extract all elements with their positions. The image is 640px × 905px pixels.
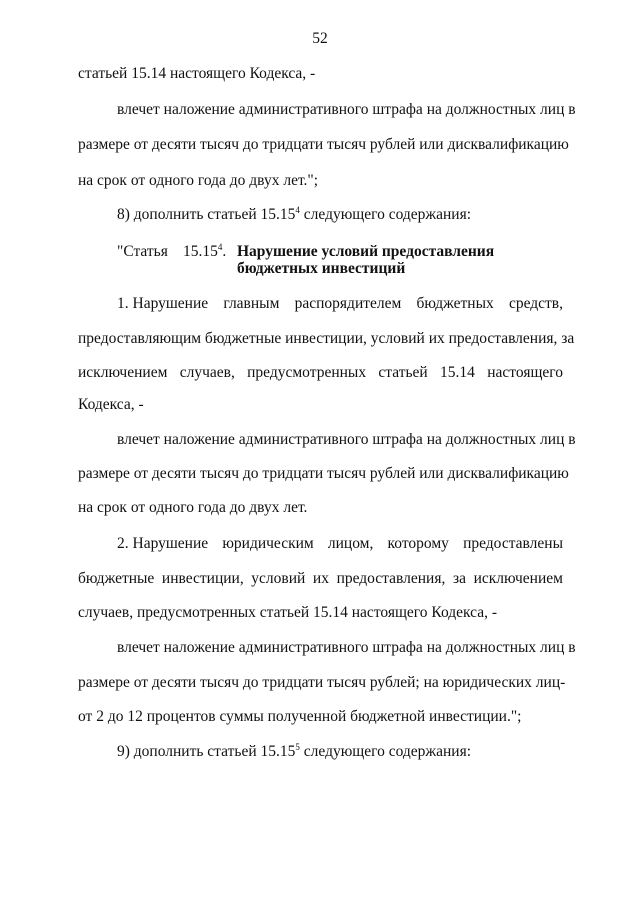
- word: распорядителем: [294, 295, 402, 312]
- word: которому: [387, 535, 449, 552]
- word: предоставлены: [463, 535, 563, 552]
- text-line: на срок от одного года до двух лет.";: [78, 172, 319, 189]
- word: 15.14: [440, 364, 475, 381]
- word: юридическим: [222, 535, 314, 552]
- word: случаев,: [179, 364, 235, 381]
- word: главным: [223, 295, 280, 312]
- text-fragment: 9) дополнить статьей 15.15: [117, 743, 296, 760]
- text-fragment: размере от десяти тысяч до тридцати тысяч рублей; на юридических лиц: [78, 674, 561, 691]
- word: бюджетные: [78, 570, 155, 587]
- article-title-line: бюджетных инвестиций: [237, 260, 406, 277]
- word: 1. Нарушение: [117, 295, 209, 312]
- text-fragment: следующего содержания:: [299, 743, 472, 760]
- superscript: 4: [217, 241, 223, 252]
- text-line: размере от десяти тысяч до тридцати тысяч рублей или дисквалификацию: [78, 136, 569, 153]
- article-word: "Статья: [117, 243, 168, 260]
- word: 2. Нарушение: [117, 535, 209, 552]
- text-line: размере от десяти тысяч до тридцати тысяч рублей или дисквалификацию: [78, 465, 569, 482]
- paragraph-2-line-1: [117, 535, 563, 553]
- word: за: [452, 570, 466, 587]
- word: инвестиции,: [161, 570, 244, 587]
- paragraph-2-sanction-line-2: [78, 674, 566, 692]
- amendment-item-9: [117, 743, 471, 761]
- word: лицом,: [327, 535, 374, 552]
- word: исключением: [78, 364, 168, 381]
- text-line: предоставляющим бюджетные инвестиции, условий их предоставления, за: [78, 330, 575, 347]
- word: статьей: [378, 364, 428, 381]
- word: настоящего: [487, 364, 563, 381]
- word: средств,: [508, 295, 563, 312]
- text-fragment: следующего содержания:: [299, 206, 472, 223]
- text-line: Кодекса, -: [78, 396, 144, 413]
- word: условий: [251, 570, 306, 587]
- word: предусмотренных: [247, 364, 367, 381]
- text-line: случаев, предусмотренных статьей 15.14 настоящего Кодекса, -: [78, 604, 498, 621]
- text-fragment: .: [222, 243, 227, 260]
- paragraph-2-line-2: [78, 570, 563, 588]
- text-fragment: 8) дополнить статьей 15.15: [117, 206, 296, 223]
- article-number: [183, 243, 226, 261]
- amendment-item-8: [117, 206, 471, 224]
- text-line: статьей 15.14 настоящего Кодекса, -: [78, 65, 316, 82]
- text-fragment: 15.15: [183, 243, 218, 260]
- page-number: 52: [312, 30, 328, 47]
- text-fragment: -: [560, 674, 566, 691]
- paragraph-1-line-3: [78, 364, 563, 382]
- superscript: 5: [295, 741, 300, 752]
- text-line: на срок от одного года до двух лет.: [78, 499, 308, 516]
- text-line: влечет наложение административного штрафа на должностных лиц в: [117, 431, 576, 448]
- superscript: 4: [295, 204, 300, 215]
- word: их: [312, 570, 329, 587]
- word: предоставления,: [336, 570, 446, 587]
- word: исключением: [473, 570, 563, 587]
- text-line: влечет наложение административного штрафа на должностных лиц в: [117, 101, 576, 118]
- article-title-line: Нарушение условий предоставления: [237, 243, 495, 260]
- text-line: от 2 до 12 процентов суммы полученной бюджетной инвестиции.";: [78, 708, 522, 725]
- word: бюджетных: [416, 295, 494, 312]
- paragraph-1-line-1: [117, 295, 563, 313]
- text-line: влечет наложение административного штрафа на должностных лиц в: [117, 639, 576, 656]
